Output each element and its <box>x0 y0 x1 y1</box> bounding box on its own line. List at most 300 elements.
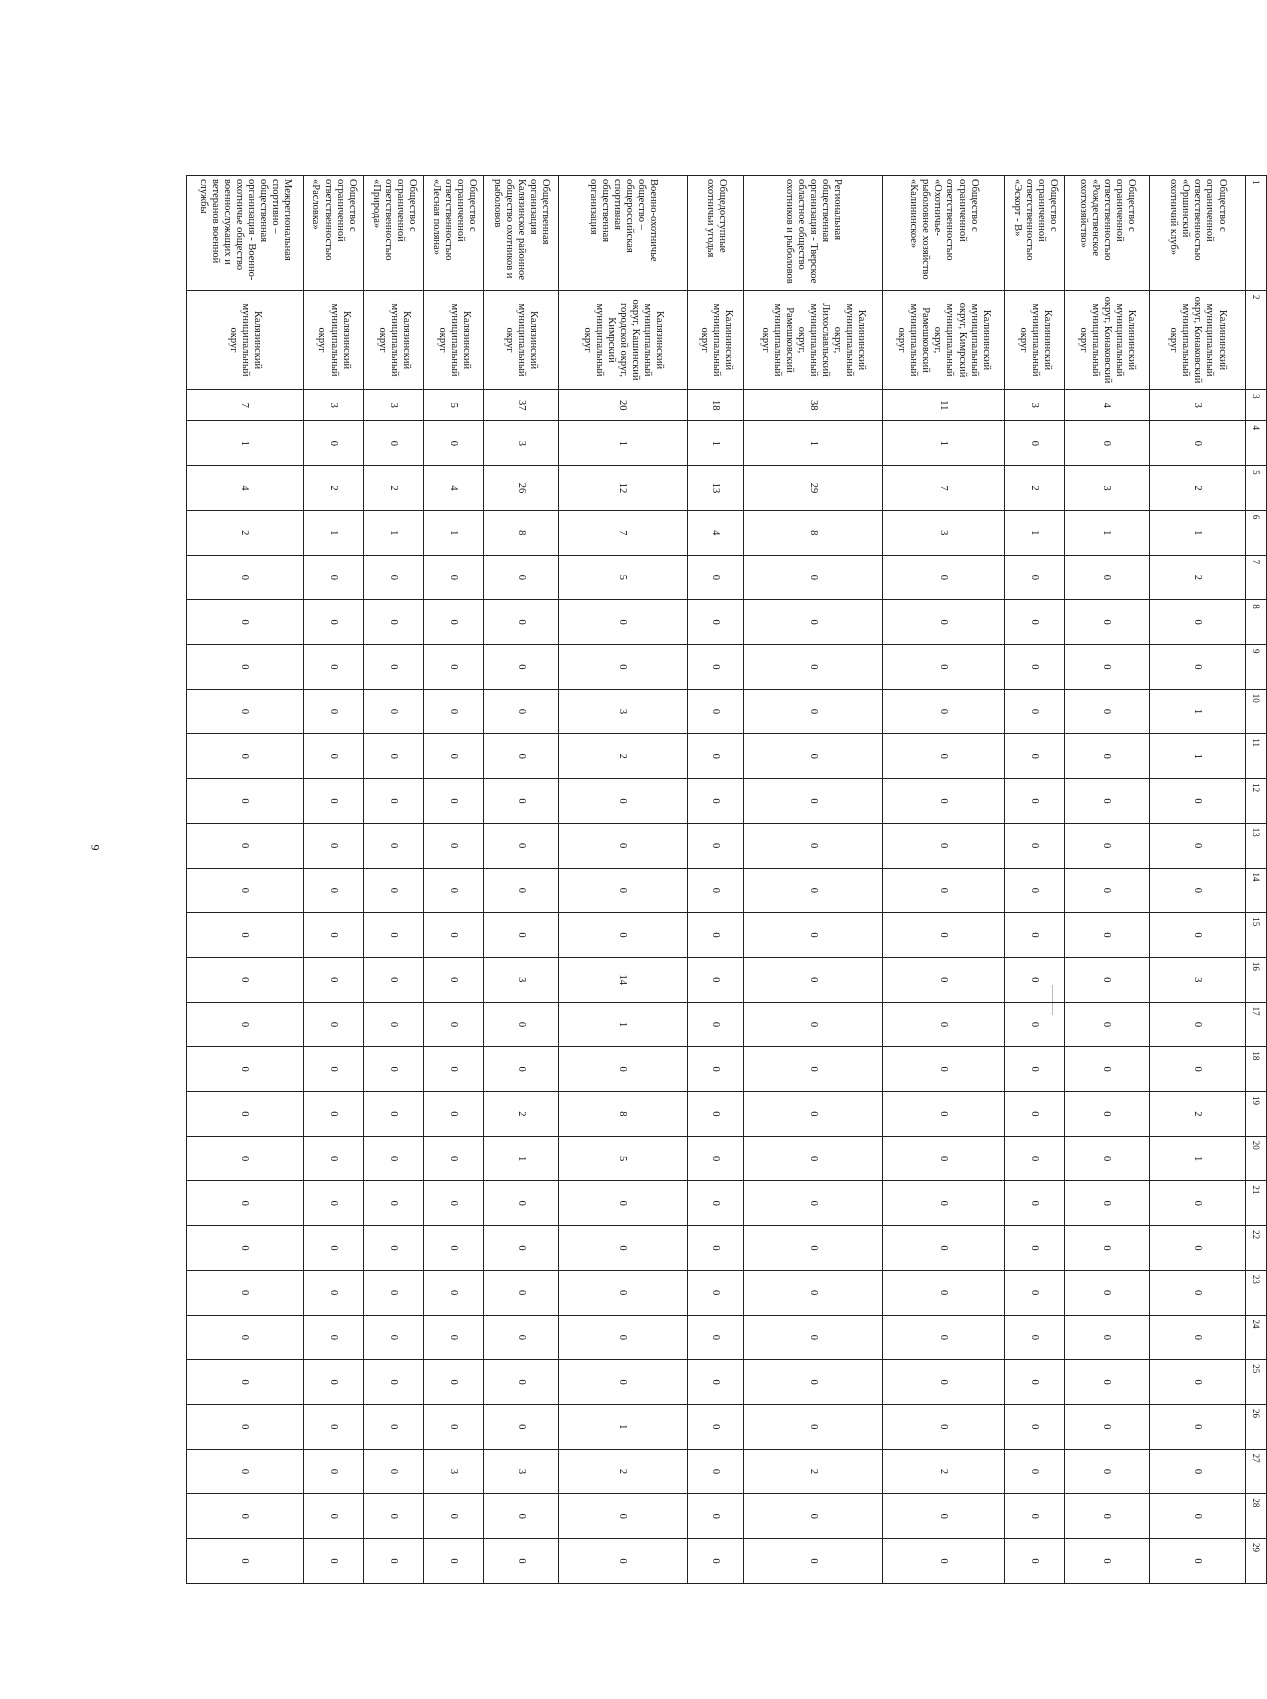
value-cell: 0 <box>558 1047 687 1092</box>
column-header-2: 2 <box>1246 290 1267 389</box>
value-cell: 0 <box>687 1002 743 1047</box>
column-header-28: 28 <box>1246 1494 1267 1539</box>
value-cell: 0 <box>1065 600 1150 645</box>
value-cell: 4 <box>687 510 743 555</box>
value-cell: 26 <box>484 466 558 511</box>
value-cell: 0 <box>1065 1092 1150 1137</box>
value-cell: 0 <box>1065 734 1150 779</box>
value-cell: 0 <box>364 823 424 868</box>
value-cell: 0 <box>364 421 424 466</box>
value-cell: 0 <box>424 913 484 958</box>
municipal-area-cell: Калининский муниципальный округ <box>1005 290 1065 389</box>
value-cell: 0 <box>303 555 363 600</box>
column-header-1: 1 <box>1246 176 1267 291</box>
value-cell: 0 <box>1065 913 1150 958</box>
column-header-29: 29 <box>1246 1539 1267 1584</box>
value-cell: 0 <box>1005 1539 1065 1584</box>
value-cell: 0 <box>744 644 883 689</box>
value-cell: 0 <box>1149 913 1245 958</box>
value-cell: 0 <box>303 1092 363 1137</box>
hunting-grounds-table <box>186 175 1267 1584</box>
value-cell: 4 <box>424 466 484 511</box>
value-cell: 0 <box>1005 421 1065 466</box>
value-cell: 0 <box>187 1360 304 1405</box>
value-cell: 0 <box>882 1539 1004 1584</box>
column-header-24: 24 <box>1246 1315 1267 1360</box>
value-cell: 0 <box>303 1136 363 1181</box>
value-cell: 0 <box>1005 1449 1065 1494</box>
column-header-22: 22 <box>1246 1226 1267 1271</box>
value-cell: 0 <box>687 913 743 958</box>
value-cell: 0 <box>1149 1226 1245 1271</box>
value-cell: 0 <box>1065 1494 1150 1539</box>
table-header-row <box>1246 176 1267 1584</box>
value-cell: 0 <box>303 1270 363 1315</box>
value-cell: 0 <box>424 1270 484 1315</box>
organization-name-cell: Региональная общественная организация - Тверское областное общество охотников и рыболовов <box>744 176 883 291</box>
value-cell: 0 <box>303 1360 363 1405</box>
value-cell: 0 <box>744 1181 883 1226</box>
value-cell: 0 <box>187 734 304 779</box>
organization-name-cell: Общество с ограниченной ответственностью «Оршинский охотничий клуб» <box>1149 176 1245 291</box>
table-row <box>1005 176 1065 1584</box>
value-cell: 0 <box>882 1092 1004 1137</box>
value-cell: 0 <box>187 1136 304 1181</box>
value-cell: 0 <box>484 734 558 779</box>
column-header-21: 21 <box>1246 1181 1267 1226</box>
value-cell: 0 <box>1065 1181 1150 1226</box>
organization-name-cell: Общество с ограниченной ответственностью «Охотничье-рыболовное хозяйство «Калининское» <box>882 176 1004 291</box>
value-cell: 0 <box>187 1002 304 1047</box>
value-cell: 0 <box>744 689 883 734</box>
value-cell: 0 <box>303 1404 363 1449</box>
value-cell: 0 <box>882 555 1004 600</box>
value-cell: 0 <box>558 1494 687 1539</box>
value-cell: 3 <box>1149 957 1245 1002</box>
value-cell: 0 <box>744 1136 883 1181</box>
value-cell: 1 <box>484 1136 558 1181</box>
value-cell: 0 <box>303 1047 363 1092</box>
value-cell: 0 <box>484 1315 558 1360</box>
value-cell: 0 <box>744 734 883 779</box>
value-cell: 0 <box>484 1360 558 1405</box>
value-cell: 0 <box>1005 823 1065 868</box>
value-cell: 0 <box>424 1092 484 1137</box>
value-cell: 38 <box>744 390 883 421</box>
column-header-15: 15 <box>1246 913 1267 958</box>
value-cell: 4 <box>187 466 304 511</box>
value-cell: 0 <box>364 1539 424 1584</box>
column-header-13: 13 <box>1246 823 1267 868</box>
value-cell: 0 <box>484 1270 558 1315</box>
value-cell: 2 <box>882 1449 1004 1494</box>
value-cell: 0 <box>744 1226 883 1271</box>
column-header-3: 3 <box>1246 390 1267 421</box>
value-cell: 3 <box>882 510 1004 555</box>
value-cell: 0 <box>364 1404 424 1449</box>
municipal-area-cell: Калязинский муниципальный округ, Кашинский городской округ, Кимрский муниципальный округ <box>558 290 687 389</box>
value-cell: 0 <box>364 913 424 958</box>
value-cell: 0 <box>187 1181 304 1226</box>
value-cell: 0 <box>882 1404 1004 1449</box>
value-cell: 0 <box>687 1226 743 1271</box>
table-row <box>558 176 687 1584</box>
value-cell: 0 <box>744 823 883 868</box>
value-cell: 2 <box>364 466 424 511</box>
value-cell: 0 <box>882 1360 1004 1405</box>
value-cell: 0 <box>424 1494 484 1539</box>
column-header-5: 5 <box>1246 466 1267 511</box>
value-cell: 0 <box>303 1226 363 1271</box>
value-cell: 0 <box>882 1494 1004 1539</box>
value-cell: 0 <box>364 1002 424 1047</box>
value-cell: 0 <box>364 1226 424 1271</box>
value-cell: 14 <box>558 957 687 1002</box>
municipal-area-cell: Калязинский муниципальный округ <box>364 290 424 389</box>
value-cell: 0 <box>424 1404 484 1449</box>
value-cell: 0 <box>882 823 1004 868</box>
value-cell: 0 <box>187 1404 304 1449</box>
value-cell: 0 <box>1005 734 1065 779</box>
column-header-25: 25 <box>1246 1360 1267 1405</box>
value-cell: 0 <box>484 779 558 824</box>
value-cell: 0 <box>558 600 687 645</box>
value-cell: 0 <box>187 1494 304 1539</box>
value-cell: 0 <box>744 1002 883 1047</box>
value-cell: 0 <box>484 868 558 913</box>
value-cell: 0 <box>687 957 743 1002</box>
municipal-area-cell: Калининский муниципальный округ <box>687 290 743 389</box>
value-cell: 1 <box>364 510 424 555</box>
value-cell: 0 <box>303 1449 363 1494</box>
value-cell: 1 <box>1149 734 1245 779</box>
column-header-14: 14 <box>1246 868 1267 913</box>
value-cell: 0 <box>303 1539 363 1584</box>
value-cell: 0 <box>687 1449 743 1494</box>
value-cell: 0 <box>558 1315 687 1360</box>
value-cell: 13 <box>687 466 743 511</box>
value-cell: 0 <box>1065 421 1150 466</box>
value-cell: 0 <box>424 1360 484 1405</box>
value-cell: 2 <box>187 510 304 555</box>
value-cell: 0 <box>1149 1360 1245 1405</box>
value-cell: 0 <box>1005 1181 1065 1226</box>
value-cell: 2 <box>1149 1092 1245 1137</box>
value-cell: 0 <box>882 1226 1004 1271</box>
value-cell: 0 <box>744 1092 883 1137</box>
municipal-area-cell: Калязинский муниципальный округ <box>303 290 363 389</box>
value-cell: 0 <box>744 1494 883 1539</box>
value-cell: 0 <box>303 1315 363 1360</box>
value-cell: 0 <box>744 1539 883 1584</box>
value-cell: 0 <box>1065 555 1150 600</box>
value-cell: 0 <box>424 734 484 779</box>
municipal-area-cell: Калининский муниципальный округ, Лихославльский муниципальный округ, Рамешковский муниципальный округ <box>744 290 883 389</box>
value-cell: 0 <box>187 1449 304 1494</box>
municipal-area-cell: Калязинский муниципальный округ <box>424 290 484 389</box>
column-header-19: 19 <box>1246 1092 1267 1137</box>
value-cell: 0 <box>364 734 424 779</box>
organization-name-cell: Общество с ограниченной ответственностью «Лесная поляна» <box>424 176 484 291</box>
value-cell: 0 <box>1149 1404 1245 1449</box>
value-cell: 0 <box>187 913 304 958</box>
value-cell: 0 <box>484 555 558 600</box>
value-cell: 0 <box>687 600 743 645</box>
value-cell: 0 <box>1005 913 1065 958</box>
value-cell: 0 <box>1005 957 1065 1002</box>
value-cell: 0 <box>364 1360 424 1405</box>
value-cell: 0 <box>364 1315 424 1360</box>
value-cell: 0 <box>364 1181 424 1226</box>
column-header-4: 4 <box>1246 421 1267 466</box>
value-cell: 0 <box>558 913 687 958</box>
municipal-area-cell: Калининский муниципальный округ, Конаковский муниципальный округ <box>1065 290 1150 389</box>
value-cell: 0 <box>303 421 363 466</box>
value-cell: 1 <box>558 1002 687 1047</box>
value-cell: 0 <box>303 734 363 779</box>
value-cell: 0 <box>1149 421 1245 466</box>
value-cell: 3 <box>1065 466 1150 511</box>
value-cell: 0 <box>882 1047 1004 1092</box>
value-cell: 0 <box>1149 868 1245 913</box>
value-cell: 0 <box>558 868 687 913</box>
value-cell: 0 <box>744 1047 883 1092</box>
value-cell: 0 <box>303 1494 363 1539</box>
value-cell: 0 <box>1065 1539 1150 1584</box>
value-cell: 1 <box>1149 689 1245 734</box>
value-cell: 0 <box>1065 1315 1150 1360</box>
value-cell: 0 <box>484 600 558 645</box>
column-header-18: 18 <box>1246 1047 1267 1092</box>
value-cell: 0 <box>364 779 424 824</box>
value-cell: 0 <box>364 1047 424 1092</box>
value-cell: 0 <box>303 1181 363 1226</box>
value-cell: 0 <box>687 1092 743 1137</box>
table-row <box>744 176 883 1584</box>
value-cell: 0 <box>687 823 743 868</box>
value-cell: 2 <box>484 1092 558 1137</box>
value-cell: 0 <box>484 1181 558 1226</box>
value-cell: 0 <box>882 600 1004 645</box>
value-cell: 0 <box>424 823 484 868</box>
value-cell: 0 <box>687 1404 743 1449</box>
value-cell: 3 <box>303 390 363 421</box>
value-cell: 0 <box>187 1047 304 1092</box>
organization-name-cell: Межрегиональная спортивно – общественная организация - Военно-охотничье общество военнослужащих и ветеранов военной службы <box>187 176 304 291</box>
value-cell: 0 <box>882 734 1004 779</box>
value-cell: 0 <box>187 779 304 824</box>
value-cell: 0 <box>558 1226 687 1271</box>
value-cell: 1 <box>687 421 743 466</box>
value-cell: 0 <box>1005 1092 1065 1137</box>
organization-name-cell: Общедоступные охотничьи угодья <box>687 176 743 291</box>
value-cell: 1 <box>424 510 484 555</box>
value-cell: 0 <box>1065 868 1150 913</box>
value-cell: 0 <box>424 421 484 466</box>
value-cell: 0 <box>484 1002 558 1047</box>
column-header-27: 27 <box>1246 1449 1267 1494</box>
value-cell: 5 <box>558 1136 687 1181</box>
value-cell: 3 <box>484 421 558 466</box>
value-cell: 0 <box>303 779 363 824</box>
value-cell: 0 <box>1065 1449 1150 1494</box>
municipal-area-cell: Калязинский муниципальный округ <box>484 290 558 389</box>
value-cell: 0 <box>687 1181 743 1226</box>
value-cell: 0 <box>1005 644 1065 689</box>
value-cell: 3 <box>364 390 424 421</box>
value-cell: 0 <box>744 913 883 958</box>
column-header-12: 12 <box>1246 779 1267 824</box>
column-header-17: 17 <box>1246 1002 1267 1047</box>
table-row <box>364 176 424 1584</box>
value-cell: 7 <box>882 466 1004 511</box>
value-cell: 0 <box>687 868 743 913</box>
value-cell: 0 <box>364 689 424 734</box>
value-cell: 8 <box>744 510 883 555</box>
value-cell: 0 <box>187 600 304 645</box>
value-cell: 0 <box>424 957 484 1002</box>
value-cell: 0 <box>1005 1404 1065 1449</box>
value-cell: 0 <box>484 1226 558 1271</box>
value-cell: 2 <box>1149 555 1245 600</box>
value-cell: 0 <box>882 868 1004 913</box>
value-cell: 0 <box>882 779 1004 824</box>
table-row <box>687 176 743 1584</box>
value-cell: 1 <box>558 1404 687 1449</box>
value-cell: 0 <box>1065 644 1150 689</box>
value-cell: 0 <box>744 1404 883 1449</box>
value-cell: 0 <box>1005 1494 1065 1539</box>
value-cell: 0 <box>424 1226 484 1271</box>
value-cell: 0 <box>687 1270 743 1315</box>
organization-name-cell: Общество с ограниченной ответственностью «Расловка» <box>303 176 363 291</box>
column-header-16: 16 <box>1246 957 1267 1002</box>
value-cell: 1 <box>558 421 687 466</box>
value-cell: 0 <box>364 1449 424 1494</box>
column-header-20: 20 <box>1246 1136 1267 1181</box>
value-cell: 0 <box>1149 779 1245 824</box>
value-cell: 1 <box>1149 510 1245 555</box>
table-row <box>187 176 304 1584</box>
value-cell: 1 <box>303 510 363 555</box>
value-cell: 0 <box>1005 600 1065 645</box>
value-cell: 0 <box>1005 689 1065 734</box>
value-cell: 0 <box>1149 1181 1245 1226</box>
value-cell: 7 <box>558 510 687 555</box>
value-cell: 0 <box>1149 600 1245 645</box>
value-cell: 3 <box>484 957 558 1002</box>
value-cell: 0 <box>1149 1047 1245 1092</box>
value-cell: 0 <box>744 1315 883 1360</box>
value-cell: 0 <box>424 600 484 645</box>
value-cell: 2 <box>744 1449 883 1494</box>
value-cell: 0 <box>1065 823 1150 868</box>
value-cell: 0 <box>303 868 363 913</box>
value-cell: 0 <box>1005 868 1065 913</box>
value-cell: 0 <box>424 689 484 734</box>
value-cell: 0 <box>303 823 363 868</box>
value-cell: 0 <box>187 644 304 689</box>
value-cell: 0 <box>1065 1226 1150 1271</box>
value-cell: 2 <box>558 1449 687 1494</box>
value-cell: 1 <box>1065 510 1150 555</box>
value-cell: 0 <box>424 1136 484 1181</box>
value-cell: 1 <box>882 421 1004 466</box>
value-cell: 0 <box>303 644 363 689</box>
value-cell: 0 <box>187 868 304 913</box>
value-cell: 0 <box>744 600 883 645</box>
value-cell: 1 <box>187 421 304 466</box>
municipal-area-cell: Калининский муниципальный округ, Кимрский муниципальный округ, Рамешковский муниципальный округ <box>882 290 1004 389</box>
value-cell: 0 <box>424 555 484 600</box>
value-cell: 0 <box>1149 1539 1245 1584</box>
column-header-9: 9 <box>1246 644 1267 689</box>
value-cell: 1 <box>1149 1136 1245 1181</box>
table-row <box>882 176 1004 1584</box>
value-cell: 2 <box>303 466 363 511</box>
value-cell: 0 <box>484 689 558 734</box>
value-cell: 0 <box>484 1404 558 1449</box>
value-cell: 5 <box>558 555 687 600</box>
value-cell: 0 <box>364 957 424 1002</box>
value-cell: 0 <box>558 823 687 868</box>
value-cell: 0 <box>558 1270 687 1315</box>
value-cell: 0 <box>484 644 558 689</box>
value-cell: 0 <box>1065 779 1150 824</box>
value-cell: 0 <box>882 913 1004 958</box>
value-cell: 0 <box>882 1181 1004 1226</box>
column-header-11: 11 <box>1246 734 1267 779</box>
table-row <box>484 176 558 1584</box>
value-cell: 3 <box>1149 390 1245 421</box>
table-row <box>1065 176 1150 1584</box>
value-cell: 0 <box>424 1315 484 1360</box>
value-cell: 0 <box>424 1002 484 1047</box>
value-cell: 0 <box>187 1315 304 1360</box>
value-cell: 0 <box>558 644 687 689</box>
value-cell: 0 <box>303 913 363 958</box>
value-cell: 1 <box>1005 510 1065 555</box>
column-header-23: 23 <box>1246 1270 1267 1315</box>
value-cell: 0 <box>687 779 743 824</box>
value-cell: 0 <box>424 1181 484 1226</box>
value-cell: 0 <box>744 779 883 824</box>
value-cell: 0 <box>744 957 883 1002</box>
value-cell: 0 <box>484 1047 558 1092</box>
value-cell: 0 <box>364 555 424 600</box>
table-row <box>303 176 363 1584</box>
value-cell: 0 <box>1005 555 1065 600</box>
value-cell: 0 <box>882 1136 1004 1181</box>
value-cell: 0 <box>1065 1002 1150 1047</box>
value-cell: 0 <box>687 689 743 734</box>
value-cell: 0 <box>303 689 363 734</box>
value-cell: 29 <box>744 466 883 511</box>
value-cell: 7 <box>187 390 304 421</box>
value-cell: 0 <box>1005 779 1065 824</box>
value-cell: 0 <box>187 1092 304 1137</box>
value-cell: 3 <box>558 689 687 734</box>
value-cell: 0 <box>484 1494 558 1539</box>
value-cell: 0 <box>187 957 304 1002</box>
document-table-container <box>186 175 1267 1584</box>
value-cell: 0 <box>687 734 743 779</box>
column-header-8: 8 <box>1246 600 1267 645</box>
organization-name-cell: Военно-охотничье общество – общероссийская спортивная общественная организация <box>558 176 687 291</box>
table-row <box>424 176 484 1584</box>
value-cell: 0 <box>687 644 743 689</box>
value-cell: 0 <box>1005 1136 1065 1181</box>
